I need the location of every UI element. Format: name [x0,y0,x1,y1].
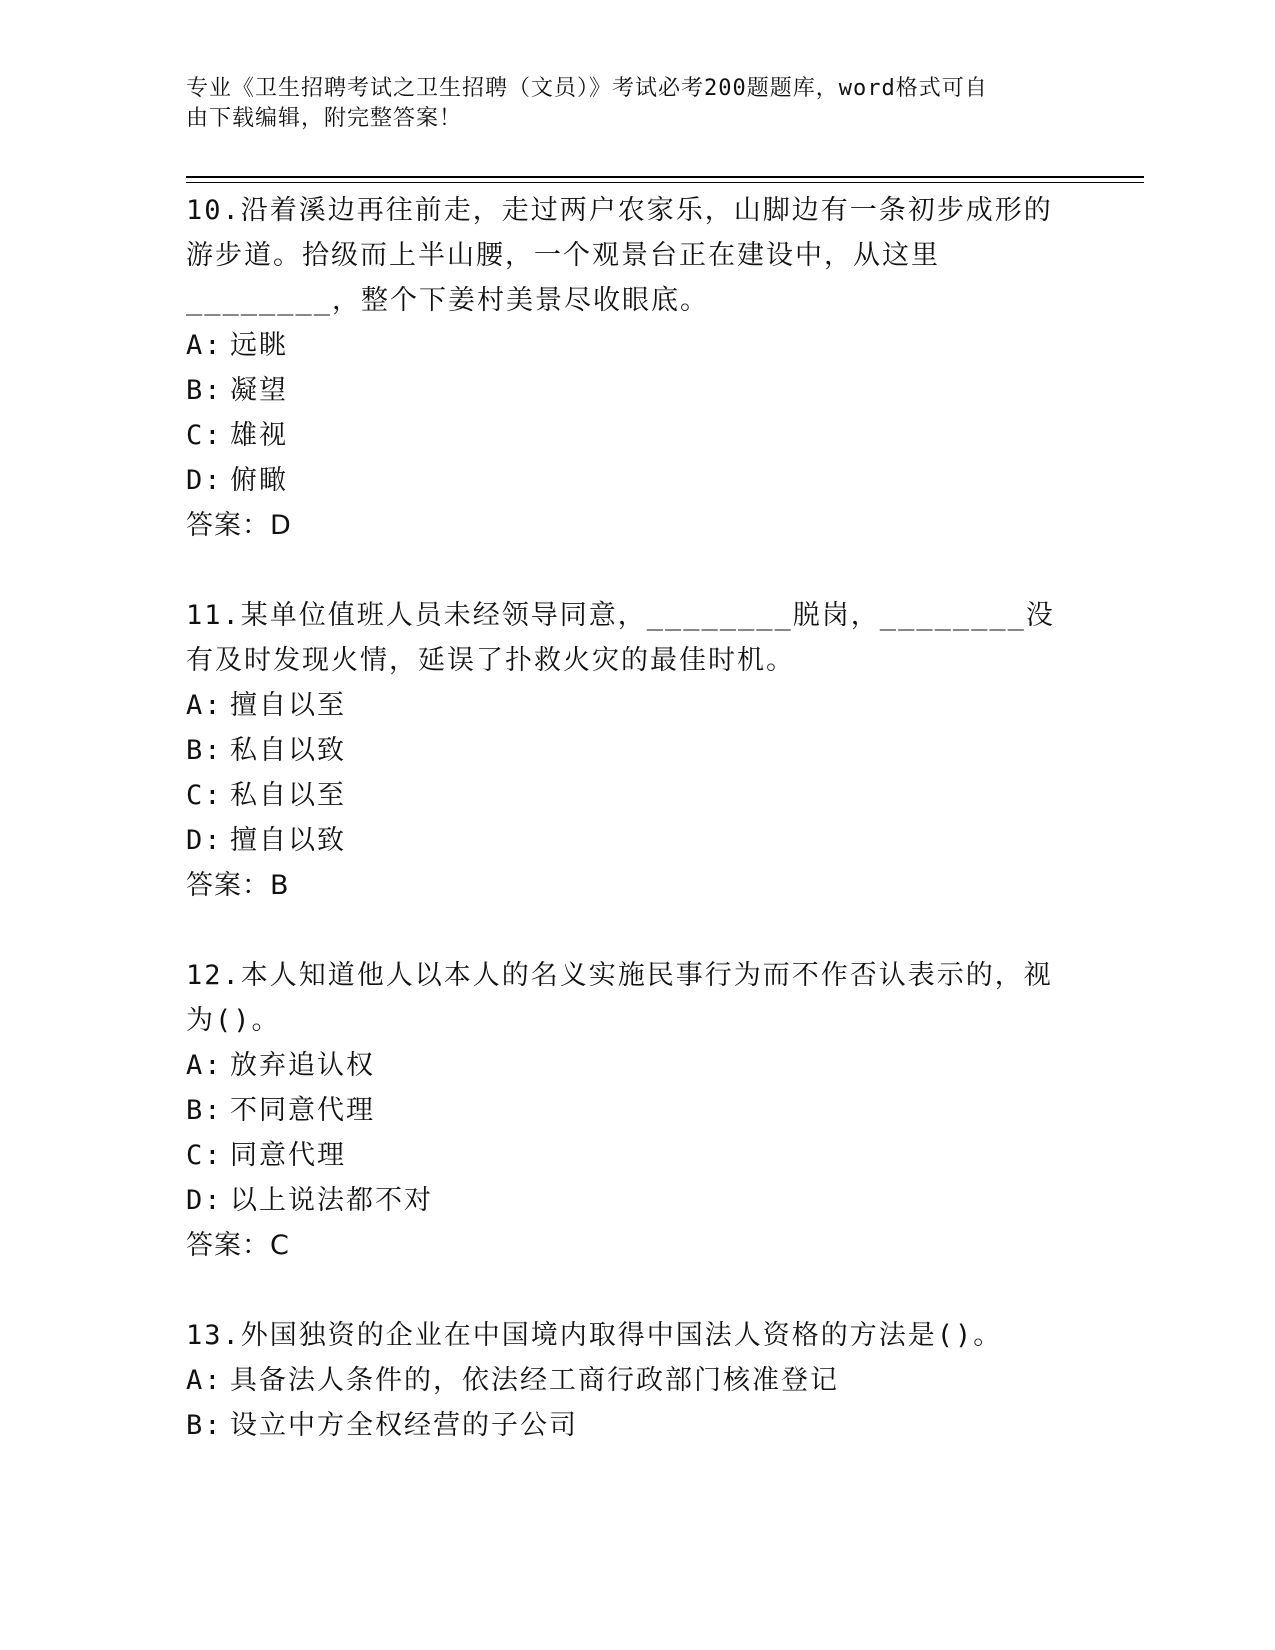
option-key: A: [186,1050,223,1081]
option-text: 擅自以至 [230,690,346,721]
question-list [186,188,1076,1448]
option-b [186,368,1076,413]
document-header [186,74,1066,134]
option-b [186,728,1076,773]
option-text: 擅自以致 [230,825,346,856]
option-key: A: [186,690,223,721]
option-key: D: [186,465,223,496]
question-item-13 [186,1313,1076,1448]
option-d [186,458,1076,503]
option-text: 凝望 [230,375,288,406]
question-item-11 [186,593,1076,908]
header-line-1: 专业《卫生招聘考试之卫生招聘（文员）》考试必考200题题库，word格式可自 [186,76,988,101]
option-key: D: [186,1185,223,1216]
question-text: 10.沿着溪边再往前走，走过两户农家乐，山脚边有一条初步成形的游步道。拾级而上半山腰，一个观景台正在建设中，从这里________，整个下姜村美景尽收眼底。 [186,195,1053,316]
option-key: A: [186,330,223,361]
answer-line: 答案：B [186,870,290,901]
option-a [186,683,1076,728]
option-key: B: [186,375,223,406]
option-b [186,1403,1076,1448]
option-text: 以上说法都不对 [230,1185,433,1216]
option-key: B: [186,735,223,766]
answer-line: 答案：D [186,510,292,541]
option-c [186,1133,1076,1178]
question-text: 11.某单位值班人员未经领导同意，________脱岗，________没有及时发现火情，延误了扑救火灾的最佳时机。 [186,600,1055,676]
option-c [186,413,1076,458]
option-d [186,1178,1076,1223]
option-text: 远眺 [230,330,288,361]
option-key: C: [186,1140,223,1171]
option-key: B: [186,1410,223,1441]
option-text: 放弃追认权 [230,1050,375,1081]
option-a [186,1358,1076,1403]
option-text: 设立中方全权经营的子公司 [230,1410,578,1441]
option-text: 同意代理 [230,1140,346,1171]
option-key: B: [186,1095,223,1126]
option-text: 雄视 [230,420,288,451]
question-item-10 [186,188,1076,548]
option-text: 俯瞰 [230,465,288,496]
option-key: C: [186,780,223,811]
header-line-2: 由下载编辑，附完整答案！ [186,106,463,131]
question-text: 13.外国独资的企业在中国境内取得中国法人资格的方法是()。 [186,1320,1003,1351]
answer-line: 答案：C [186,1230,290,1261]
question-text: 12.本人知道他人以本人的名义实施民事行为而不作否认表示的，视为()。 [186,960,1053,1036]
option-text: 具备法人条件的，依法经工商行政部门核准登记 [230,1365,839,1396]
option-b [186,1088,1076,1133]
header-divider-thin [186,182,1144,183]
option-key: C: [186,420,223,451]
header-divider-thick [186,176,1144,178]
option-key: D: [186,825,223,856]
option-text: 私自以致 [230,735,346,766]
option-text: 不同意代理 [230,1095,375,1126]
option-a [186,1043,1076,1088]
option-d [186,818,1076,863]
option-text: 私自以至 [230,780,346,811]
option-a [186,323,1076,368]
question-item-12 [186,953,1076,1268]
option-key: A: [186,1365,223,1396]
option-c [186,773,1076,818]
